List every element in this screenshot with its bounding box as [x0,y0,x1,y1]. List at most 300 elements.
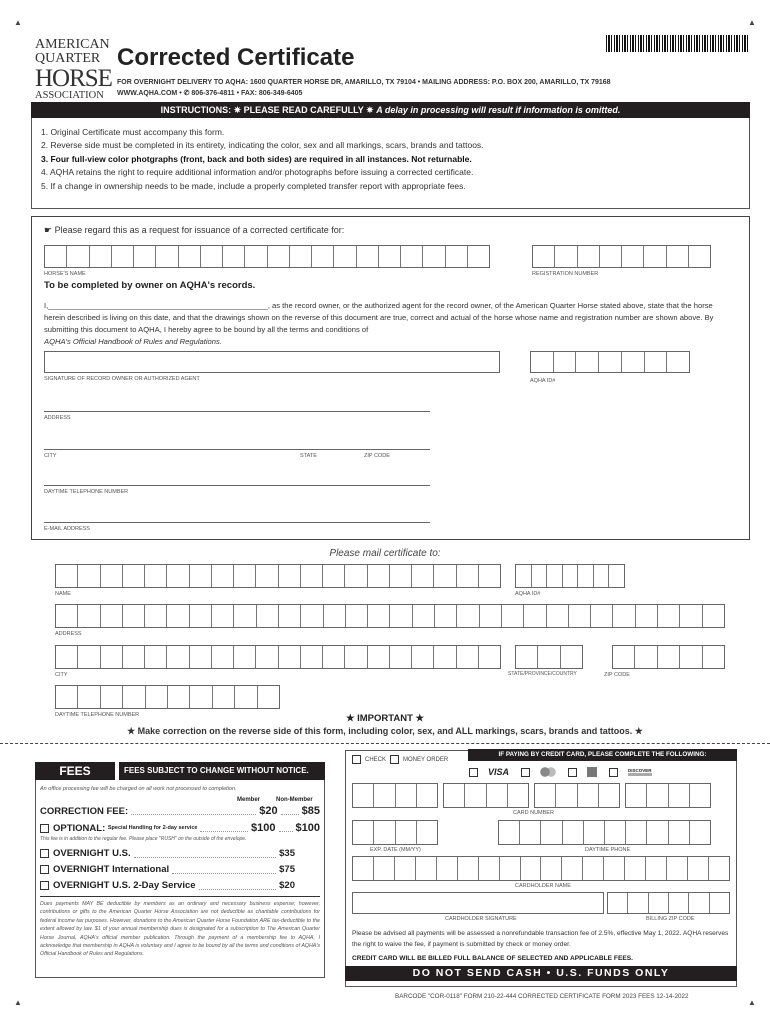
character-box[interactable] [123,565,145,587]
character-box[interactable] [413,605,435,627]
cash-warning-banner: DO NOT SEND CASH • U.S. FUNDS ONLY [345,966,737,981]
signature-label: SIGNATURE OF RECORD OWNER OR AUTHORIZED AGENT [44,376,200,382]
fee-non-member-price: $85 [301,805,320,817]
character-box[interactable] [578,565,594,587]
character-box[interactable] [268,246,290,267]
character-box[interactable] [645,352,668,372]
character-box[interactable] [167,646,189,668]
daytime-phone-boxes[interactable] [498,820,711,845]
instruction-item: 5. If a change in ownership needs to be made, include a properly completed transfer report with appropriate fees. [41,180,466,191]
character-box[interactable] [703,646,724,668]
character-box[interactable] [667,857,688,880]
visa-checkbox[interactable] [469,768,478,777]
character-box[interactable] [67,246,89,267]
transaction-fee-note: Please be advised all payments will be assessed a nonrefundable transaction fee of 2.5%, effective May 1, 2022. AQHA reserves the right to waive the fee, if payment is submitted by check or money order. [352,930,729,948]
character-box[interactable] [554,352,577,372]
character-box[interactable] [669,821,690,844]
character-box[interactable] [583,857,604,880]
registration-number-label: REGISTRATION NUMBER [532,271,599,277]
character-box[interactable] [146,686,168,708]
registration-mark-icon: ▲ [14,998,22,1007]
character-box[interactable] [541,821,562,844]
character-box[interactable] [368,565,390,587]
character-box[interactable] [555,246,577,267]
character-box[interactable] [502,605,524,627]
instruction-item: 2. Reverse side must be completed in its entirety, indicating the color, sex and all markings, scars, brands and tattoos. [41,140,484,151]
character-box[interactable] [644,246,666,267]
fee-label: CORRECTION FEE: [40,805,129,817]
character-box[interactable] [556,784,577,807]
mastercard-logo-icon [540,767,556,777]
character-box[interactable] [647,784,668,807]
character-box[interactable] [535,784,556,807]
instruction-item: 4. AQHA retains the right to require additional information and/or photographs before issuing a corrected certificate. [41,167,474,178]
character-box[interactable] [416,857,437,880]
character-box[interactable] [212,646,234,668]
mail-name-label: NAME [55,591,71,597]
character-box[interactable] [626,821,647,844]
money-order-option[interactable] [390,755,448,764]
fee-price: $75 [279,864,295,875]
character-box[interactable] [479,646,500,668]
character-box[interactable] [390,646,412,668]
character-box[interactable] [541,857,562,880]
character-box[interactable] [487,784,508,807]
character-box[interactable] [594,565,610,587]
character-box[interactable] [179,246,201,267]
character-box[interactable] [279,565,301,587]
daytime-phone-label: DAYTIME PHONE [585,847,631,853]
character-box[interactable] [78,686,100,708]
character-box[interactable] [516,565,532,587]
character-box[interactable] [353,821,374,844]
character-box[interactable] [101,605,123,627]
character-box[interactable] [201,246,223,267]
amex-checkbox[interactable] [568,768,577,777]
signature-field[interactable] [44,351,500,373]
card-number-group-4[interactable] [625,783,711,808]
character-box[interactable] [599,352,622,372]
phone-label: DAYTIME TELEPHONE NUMBER [44,489,129,495]
check-checkbox[interactable] [352,755,361,764]
character-box[interactable] [245,246,267,267]
character-box[interactable] [190,646,212,668]
character-box[interactable] [689,893,709,913]
character-box[interactable] [353,784,374,807]
character-box[interactable] [609,565,624,587]
character-box[interactable] [521,857,542,880]
character-box[interactable] [613,605,635,627]
character-box[interactable] [390,565,412,587]
card-number-label: CARD NUMBER [513,810,554,816]
fee-price: $35 [279,848,295,859]
character-box[interactable] [417,821,437,844]
zip-label: ZIP CODE [364,453,390,459]
logo-text: HORSE [35,65,112,92]
character-box[interactable] [591,605,613,627]
money-order-checkbox[interactable] [390,755,399,764]
character-box[interactable] [190,605,212,627]
character-box[interactable] [538,646,560,668]
character-box[interactable] [584,821,605,844]
character-box[interactable] [622,246,644,267]
character-box[interactable] [56,646,78,668]
character-box[interactable] [622,352,645,372]
instructions-warning: A delay in processing will result if information is omitted. [376,105,621,115]
character-box[interactable] [56,565,78,587]
character-box[interactable] [212,565,234,587]
character-box[interactable] [390,605,412,627]
instructions-title: INSTRUCTIONS: ✷ PLEASE READ CAREFULLY ✷ [160,105,374,115]
character-box[interactable] [290,246,312,267]
character-box[interactable] [190,565,212,587]
character-box[interactable] [323,646,345,668]
character-box[interactable] [168,686,190,708]
billing-zip-boxes[interactable] [607,892,730,914]
character-box[interactable] [563,565,579,587]
character-box[interactable] [625,857,646,880]
card-number-group-2[interactable] [443,783,529,808]
card-type-options [469,767,652,777]
mail-phone-label: DAYTIME TELEPHONE NUMBER [55,712,140,718]
mail-heading: Please mail certificate to: [329,548,441,559]
exp-date-label: EXP. DATE (MM/YY) [370,847,421,853]
tax-disclaimer: Dues payments MAY BE deductible by members as an ordinary and necessary business expense; however, contributions or gifts to the American Quarter Horse Association are not deductible as charitable contributions for federal income tax purposes. However, donations to the American Quarter Horse Foundation ARE tax-deductible to the extent allowed by law. $1 of your annual membership dues is designated for a subscription to The American Quarter Horse Journal, AQHA's official member publication. Through the payment of a membership fee to AQHA, I acknowledge that membership in AQHA is voluntary and I agree to be bound by all the terms and conditions of AQHA's Official Handbook of Rules and Regulations. [40,901,320,958]
credit-card-header: IF PAYING BY CREDIT CARD, PLEASE COMPLETE THE FOLLOWING: [468,749,737,761]
character-box[interactable] [500,857,521,880]
form-footer: BARCODE "COR-0118" FORM 210-22-444 CORRECTED CERTIFICATE FORM 2023 FEES 12-14-2022 [395,993,689,1000]
character-box[interactable] [396,784,417,807]
character-box[interactable] [667,352,689,372]
character-box[interactable] [78,646,100,668]
character-box[interactable] [569,605,591,627]
character-box[interactable] [90,246,112,267]
character-box[interactable] [123,605,145,627]
logo-text: AMERICAN [35,37,110,52]
check-option[interactable] [352,755,386,764]
character-box[interactable] [628,893,648,913]
character-box[interactable] [312,246,334,267]
character-box[interactable] [145,646,167,668]
registration-mark-icon: ▲ [748,18,756,27]
address-line[interactable] [44,411,430,412]
instructions-header [31,102,750,118]
character-box[interactable] [301,565,323,587]
character-box[interactable] [465,784,486,807]
character-box[interactable] [636,605,658,627]
statement-text: I,____________________________________________________, as the record owner, or the authorized agent for the record owner, of the American Quarter Horse stated above, state that the horse herein described is living on this date, and that the drawings shown on the reverse of this document are true, correct and actual of the horse whose name and registration number are shown above. By submitting this document to AQHA, I hereby agree to be bound by all the terms and conditions of [44,301,714,334]
character-box[interactable] [689,246,710,267]
character-box[interactable] [533,246,555,267]
check-label: CHECK [365,757,387,764]
overnight-us-row[interactable] [40,848,295,859]
mail-address-boxes[interactable] [55,604,725,628]
character-box[interactable] [379,246,401,267]
overnight-2day-checkbox[interactable] [40,881,49,890]
character-box[interactable] [396,821,417,844]
horse-name-label: HORSE'S NAME [44,271,86,277]
character-box[interactable] [444,784,465,807]
character-box[interactable] [658,646,680,668]
character-box[interactable] [258,686,279,708]
character-box[interactable] [234,605,256,627]
overnight-2day-row[interactable] [40,880,295,891]
character-box[interactable] [423,246,445,267]
character-box[interactable] [434,646,456,668]
state-label: STATE [300,453,317,459]
character-box[interactable] [547,605,569,627]
important-text: ★ Make correction on the reverse side of this form, including color, sex, and ALL markings, scars, brands and tattoos. ★ [127,726,643,736]
character-box[interactable] [134,246,156,267]
character-box[interactable] [635,646,657,668]
character-box[interactable] [524,605,546,627]
character-box[interactable] [412,646,434,668]
character-box[interactable] [710,893,729,913]
fees-notice: FEES SUBJECT TO CHANGE WITHOUT NOTICE. [115,762,325,780]
character-box[interactable] [547,565,563,587]
page-title: Corrected Certificate [117,44,355,71]
character-box[interactable] [532,565,548,587]
character-box[interactable] [323,565,345,587]
character-box[interactable] [468,246,489,267]
character-box[interactable] [56,686,78,708]
character-box[interactable] [145,565,167,587]
character-box[interactable] [213,686,235,708]
character-box[interactable] [324,605,346,627]
character-box[interactable] [508,784,528,807]
city-label: CITY [44,453,57,459]
visa-logo: VISA [488,767,510,777]
character-box[interactable] [156,246,178,267]
character-box[interactable] [345,565,367,587]
delivery-address: FOR OVERNIGHT DELIVERY TO AQHA: 1600 QUARTER HORSE DR, AMARILLO, TX 79104 • MAILING ADDRESS: P.O. BOX 200, AMARILLO, TX 79168 [117,79,611,86]
character-box[interactable] [562,857,583,880]
character-box[interactable] [688,857,709,880]
character-box[interactable] [479,857,500,880]
billing-zip-label: BILLING ZIP CODE [646,916,695,922]
character-box[interactable] [412,565,434,587]
character-box[interactable] [401,246,423,267]
character-box[interactable] [395,857,416,880]
character-box[interactable] [301,646,323,668]
character-box[interactable] [561,646,582,668]
address-label: ADDRESS [44,415,71,421]
character-box[interactable] [234,646,256,668]
fees-title: FEES [35,762,115,780]
character-box[interactable] [374,784,395,807]
mail-city-label: CITY [55,672,68,678]
mail-name-boxes[interactable] [55,564,501,588]
exp-date-boxes[interactable] [352,820,438,845]
character-box[interactable] [346,605,368,627]
fees-divider [40,896,320,897]
character-box[interactable] [649,893,669,913]
character-box[interactable] [437,857,458,880]
character-box[interactable] [190,686,212,708]
character-box[interactable] [647,821,668,844]
character-box[interactable] [446,246,468,267]
character-box[interactable] [257,605,279,627]
character-box[interactable] [368,605,390,627]
character-box[interactable] [578,246,600,267]
character-box[interactable] [599,784,619,807]
character-box[interactable] [457,605,479,627]
character-box[interactable] [123,686,145,708]
character-box[interactable] [435,605,457,627]
character-box[interactable] [690,821,710,844]
overnight-intl-checkbox[interactable] [40,865,49,874]
mail-zip-label: ZIP CODE [604,672,630,678]
character-box[interactable] [123,646,145,668]
character-box[interactable] [604,857,625,880]
character-box[interactable] [374,821,395,844]
character-box[interactable] [56,605,78,627]
character-box[interactable] [101,646,123,668]
mail-city-boxes[interactable] [55,645,501,669]
character-box[interactable] [480,605,502,627]
registration-mark-icon: ▲ [748,998,756,1007]
cardholder-signature-label: CARDHOLDER SIGNATURE [445,916,517,922]
instruction-item: 3. Four full-view color photgraphs (front, back and both sides) are required in all instances. Not returnable. [41,153,472,164]
character-box[interactable] [516,646,538,668]
member-column-header: Member [237,797,261,803]
character-box[interactable] [374,857,395,880]
character-box[interactable] [457,646,479,668]
request-intro: ☛ Please regard this as a request for issuance of a corrected certificate for: [44,225,345,235]
character-box[interactable] [256,646,278,668]
character-box[interactable] [563,821,584,844]
instruction-item: 1. Original Certificate must accompany this form. [41,127,225,137]
character-box[interactable] [167,605,189,627]
cut-line [0,743,770,744]
phone-line[interactable] [44,485,430,486]
character-box[interactable] [434,565,456,587]
fee-label: OVERNIGHT U.S. 2-Day Service [53,880,196,891]
character-box[interactable] [667,246,689,267]
character-box[interactable] [256,565,278,587]
character-box[interactable] [223,246,245,267]
character-box[interactable] [101,565,123,587]
character-box[interactable] [578,784,599,807]
character-box[interactable] [613,646,635,668]
character-box[interactable] [458,857,479,880]
mail-address-label: ADDRESS [55,631,82,637]
character-box[interactable] [145,605,167,627]
character-box[interactable] [669,893,689,913]
mail-phone-boxes[interactable] [55,685,280,709]
optional-fee-row[interactable] [40,822,320,834]
character-box[interactable] [279,646,301,668]
owner-heading: To be completed by owner on AQHA's records. [44,280,256,291]
aqha-id-boxes[interactable] [530,351,690,373]
character-box[interactable] [167,565,189,587]
character-box[interactable] [709,857,729,880]
character-box[interactable] [301,605,323,627]
card-number-group-3[interactable] [534,783,620,808]
character-box[interactable] [680,646,702,668]
character-box[interactable] [600,246,622,267]
amex-logo-icon [587,767,597,777]
mail-state-boxes[interactable] [515,645,583,669]
character-box[interactable] [345,646,367,668]
email-label: E-MAIL ADDRESS [44,526,90,532]
optional-checkbox[interactable] [40,824,49,833]
character-box[interactable] [479,565,500,587]
character-box[interactable] [101,686,123,708]
character-box[interactable] [45,246,67,267]
discover-checkbox[interactable] [609,768,618,777]
character-box[interactable] [417,784,437,807]
fee-member-price: $20 [259,805,278,817]
character-box[interactable] [334,246,356,267]
important-heading: ★ IMPORTANT ★ [345,713,425,724]
character-box[interactable] [576,352,599,372]
card-number-group-1[interactable] [352,783,438,808]
character-box[interactable] [605,821,626,844]
character-box[interactable] [235,686,257,708]
character-box[interactable] [690,784,710,807]
registration-number-boxes[interactable] [532,245,711,268]
character-box[interactable] [520,821,541,844]
character-box[interactable] [212,605,234,627]
character-box[interactable] [357,246,379,267]
character-box[interactable] [646,857,667,880]
registration-mark-icon: ▲ [14,18,22,27]
contact-info: WWW.AQHA.COM • ✆ 806-376-4811 • FAX: 806-349-6405 [117,90,303,97]
overnight-intl-row[interactable] [40,864,295,875]
character-box[interactable] [499,821,520,844]
owner-statement [44,300,734,348]
fee-description: Special Handling for 2-day service [107,825,198,831]
character-box[interactable] [112,246,134,267]
correction-fee-row [40,805,320,817]
character-box[interactable] [457,565,479,587]
character-box[interactable] [353,857,374,880]
overnight-us-checkbox[interactable] [40,849,49,858]
character-box[interactable] [368,646,390,668]
aqha-id-label: AQHA ID# [530,378,556,384]
money-order-label: MONEY ORDER [403,757,449,764]
instructions-list [31,118,750,209]
character-box[interactable] [658,605,680,627]
rush-note: This fee is in addition to the regular fee. Please place "RUSH" on the outside of the envelope. [40,836,247,842]
mastercard-checkbox[interactable] [521,768,530,777]
character-box[interactable] [626,784,647,807]
cardholder-name-boxes[interactable] [352,856,730,881]
email-line[interactable] [44,522,430,523]
fee-member-price: $100 [251,822,276,834]
character-box[interactable] [669,784,690,807]
mail-aqha-id-boxes[interactable] [515,564,625,588]
character-box[interactable] [703,605,724,627]
character-box[interactable] [279,605,301,627]
character-box[interactable] [680,605,702,627]
fee-non-member-price: $100 [295,822,320,834]
logo-text: QUARTER [35,51,101,66]
character-box[interactable] [78,565,100,587]
character-box[interactable] [78,605,100,627]
character-box[interactable] [234,565,256,587]
character-box[interactable] [531,352,554,372]
fee-label: OVERNIGHT U.S. [53,848,131,859]
mail-zip-boxes[interactable] [612,645,725,669]
city-state-zip-line[interactable] [44,449,430,450]
cardholder-signature-field[interactable] [352,892,604,914]
horse-name-boxes[interactable] [44,245,490,268]
billing-note: CREDIT CARD WILL BE BILLED FULL BALANCE OF SELECTED AND APPLICABLE FEES. [352,955,633,962]
fee-price: $20 [279,880,295,891]
character-box[interactable] [608,893,628,913]
